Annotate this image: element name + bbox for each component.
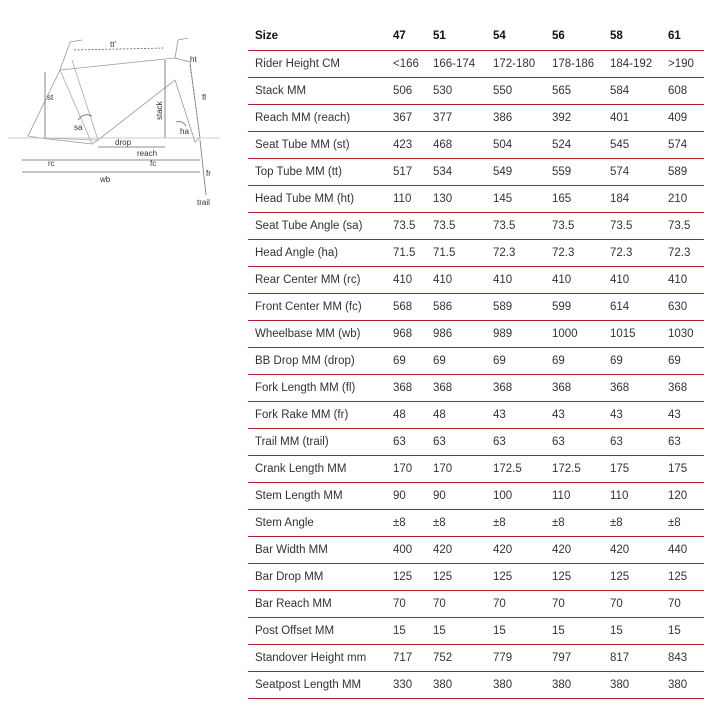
diagram-label-trail: trail: [197, 198, 210, 207]
table-row: [248, 537, 704, 564]
row-value: 368: [393, 375, 433, 402]
row-value: 48: [393, 402, 433, 429]
row-value: 110: [552, 483, 610, 510]
table-row: [248, 186, 704, 213]
row-value: 817: [610, 645, 668, 672]
row-value: 63: [668, 429, 704, 456]
row-label: Seat Tube MM (st): [248, 132, 393, 159]
row-label: Head Angle (ha): [248, 240, 393, 267]
table-row: [248, 672, 704, 699]
row-value: 392: [552, 105, 610, 132]
row-value: 125: [493, 564, 552, 591]
row-value: 1015: [610, 321, 668, 348]
table-row: [248, 348, 704, 375]
row-value: 73.5: [393, 213, 433, 240]
row-value: 63: [393, 429, 433, 456]
row-value: 1030: [668, 321, 704, 348]
table-row: [248, 213, 704, 240]
row-value: 43: [493, 402, 552, 429]
row-value: 145: [493, 186, 552, 213]
header-size-label: Size: [248, 22, 393, 51]
row-value: 48: [433, 402, 493, 429]
table-row: [248, 429, 704, 456]
row-value: 72.3: [493, 240, 552, 267]
row-value: 90: [393, 483, 433, 510]
table-row: [248, 456, 704, 483]
row-value: 401: [610, 105, 668, 132]
row-value: 550: [493, 78, 552, 105]
row-value: 63: [433, 429, 493, 456]
row-value: 843: [668, 645, 704, 672]
row-value: 423: [393, 132, 433, 159]
row-value: 165: [552, 186, 610, 213]
row-label: Bar Drop MM: [248, 564, 393, 591]
row-label: Bar Reach MM: [248, 591, 393, 618]
row-value: 368: [552, 375, 610, 402]
row-value: 120: [668, 483, 704, 510]
row-value: 15: [668, 618, 704, 645]
diagram-label-tt: tt': [110, 40, 116, 49]
row-label: Top Tube MM (tt): [248, 159, 393, 186]
row-value: 125: [552, 564, 610, 591]
table-row: [248, 564, 704, 591]
row-value: 70: [433, 591, 493, 618]
row-label: BB Drop MM (drop): [248, 348, 393, 375]
row-value: 420: [493, 537, 552, 564]
row-value: 717: [393, 645, 433, 672]
geometry-table: [248, 22, 704, 699]
header-size-2: 54: [493, 22, 552, 51]
row-value: 130: [433, 186, 493, 213]
table-row: [248, 78, 704, 105]
row-value: 70: [393, 591, 433, 618]
table-row: [248, 267, 704, 294]
frame-outline: [28, 58, 200, 144]
row-value: 69: [668, 348, 704, 375]
row-value: 43: [552, 402, 610, 429]
row-value: 368: [433, 375, 493, 402]
row-value: 15: [433, 618, 493, 645]
row-value: ±8: [552, 510, 610, 537]
row-value: 184: [610, 186, 668, 213]
row-value: 170: [433, 456, 493, 483]
row-value: 125: [393, 564, 433, 591]
row-value: 69: [493, 348, 552, 375]
row-label: Rider Height CM: [248, 51, 393, 78]
row-value: 586: [433, 294, 493, 321]
row-value: >190: [668, 51, 704, 78]
row-value: 43: [668, 402, 704, 429]
row-value: 989: [493, 321, 552, 348]
row-value: 330: [393, 672, 433, 699]
row-value: 410: [493, 267, 552, 294]
row-value: 380: [610, 672, 668, 699]
row-value: 584: [610, 78, 668, 105]
row-value: 15: [393, 618, 433, 645]
row-value: 524: [552, 132, 610, 159]
row-label: Standover Height mm: [248, 645, 393, 672]
row-value: 70: [552, 591, 610, 618]
table-row: [248, 321, 704, 348]
row-value: ±8: [668, 510, 704, 537]
row-value: 368: [668, 375, 704, 402]
row-value: 797: [552, 645, 610, 672]
row-value: 175: [668, 456, 704, 483]
table-row: [248, 294, 704, 321]
header-size-3: 56: [552, 22, 610, 51]
row-value: 70: [610, 591, 668, 618]
bike-geometry-diagram: [0, 20, 225, 215]
table-row: [248, 618, 704, 645]
row-value: 410: [552, 267, 610, 294]
row-value: 63: [493, 429, 552, 456]
row-value: 380: [668, 672, 704, 699]
row-value: 70: [668, 591, 704, 618]
row-value: 73.5: [668, 213, 704, 240]
row-value: 100: [493, 483, 552, 510]
row-value: 70: [493, 591, 552, 618]
row-value: 367: [393, 105, 433, 132]
row-value: 71.5: [393, 240, 433, 267]
row-value: 608: [668, 78, 704, 105]
row-value: 380: [493, 672, 552, 699]
row-value: 125: [610, 564, 668, 591]
row-value: 440: [668, 537, 704, 564]
row-value: 574: [668, 132, 704, 159]
diagram-label-reach: reach: [137, 149, 158, 158]
diagram-label-drop: drop: [115, 138, 132, 147]
diagram-label-stack: stack: [155, 101, 164, 120]
row-value: 166-174: [433, 51, 493, 78]
row-value: 386: [493, 105, 552, 132]
row-label: Stem Angle: [248, 510, 393, 537]
row-value: 565: [552, 78, 610, 105]
row-value: 380: [433, 672, 493, 699]
header-size-5: 61: [668, 22, 704, 51]
row-value: 589: [668, 159, 704, 186]
table-header-row: [248, 22, 704, 51]
row-value: 69: [610, 348, 668, 375]
table-row: [248, 51, 704, 78]
row-label: Seat Tube Angle (sa): [248, 213, 393, 240]
row-value: 549: [493, 159, 552, 186]
table-row: [248, 240, 704, 267]
row-value: 125: [668, 564, 704, 591]
row-value: ±8: [433, 510, 493, 537]
header-size-0: 47: [393, 22, 433, 51]
row-value: 73.5: [552, 213, 610, 240]
row-value: 530: [433, 78, 493, 105]
row-value: 574: [610, 159, 668, 186]
row-label: Wheelbase MM (wb): [248, 321, 393, 348]
row-value: 410: [610, 267, 668, 294]
table-row: [248, 402, 704, 429]
row-label: Front Center MM (fc): [248, 294, 393, 321]
row-value: 110: [610, 483, 668, 510]
diagram-label-sa: sa: [74, 123, 83, 132]
row-value: 73.5: [433, 213, 493, 240]
row-value: 506: [393, 78, 433, 105]
row-value: 517: [393, 159, 433, 186]
row-value: 184-192: [610, 51, 668, 78]
row-value: 72.3: [668, 240, 704, 267]
table-row: [248, 132, 704, 159]
diagram-label-wb: wb: [100, 175, 111, 184]
row-value: 172.5: [552, 456, 610, 483]
row-value: 380: [552, 672, 610, 699]
row-value: 15: [493, 618, 552, 645]
row-value: 410: [393, 267, 433, 294]
row-value: 468: [433, 132, 493, 159]
row-label: Fork Length MM (fl): [248, 375, 393, 402]
row-value: 420: [552, 537, 610, 564]
table-row: [248, 645, 704, 672]
row-value: 69: [552, 348, 610, 375]
row-value: 63: [610, 429, 668, 456]
diagram-label-st: st: [47, 93, 54, 102]
row-value: 410: [668, 267, 704, 294]
diagram-label-rc: rc: [48, 159, 55, 168]
row-value: ±8: [393, 510, 433, 537]
row-value: 614: [610, 294, 668, 321]
table-row: [248, 159, 704, 186]
row-label: Stem Length MM: [248, 483, 393, 510]
table-row: [248, 375, 704, 402]
row-value: 368: [610, 375, 668, 402]
row-value: 170: [393, 456, 433, 483]
row-value: 63: [552, 429, 610, 456]
row-value: 71.5: [433, 240, 493, 267]
row-label: Seatpost Length MM: [248, 672, 393, 699]
table-row: [248, 105, 704, 132]
row-value: <166: [393, 51, 433, 78]
row-value: 409: [668, 105, 704, 132]
row-value: 73.5: [493, 213, 552, 240]
row-value: 15: [610, 618, 668, 645]
row-value: 172-180: [493, 51, 552, 78]
row-label: Rear Center MM (rc): [248, 267, 393, 294]
diagram-label-ht: ht: [190, 55, 197, 64]
row-value: 125: [433, 564, 493, 591]
row-value: 110: [393, 186, 433, 213]
row-value: 72.3: [552, 240, 610, 267]
row-value: 559: [552, 159, 610, 186]
row-value: 15: [552, 618, 610, 645]
row-value: 43: [610, 402, 668, 429]
table-row: [248, 591, 704, 618]
row-value: 752: [433, 645, 493, 672]
row-label: Reach MM (reach): [248, 105, 393, 132]
row-value: 420: [433, 537, 493, 564]
diagram-label-fc: fc: [150, 159, 157, 168]
row-label: Crank Length MM: [248, 456, 393, 483]
row-label: Head Tube MM (ht): [248, 186, 393, 213]
row-value: 420: [610, 537, 668, 564]
diagram-label-fl: fl: [202, 93, 206, 102]
row-value: 69: [393, 348, 433, 375]
table-row: [248, 510, 704, 537]
row-label: Fork Rake MM (fr): [248, 402, 393, 429]
row-label: Trail MM (trail): [248, 429, 393, 456]
table-row: [248, 483, 704, 510]
row-label: Stack MM: [248, 78, 393, 105]
row-value: 568: [393, 294, 433, 321]
header-size-4: 58: [610, 22, 668, 51]
row-value: 599: [552, 294, 610, 321]
row-value: ±8: [493, 510, 552, 537]
row-value: ±8: [610, 510, 668, 537]
row-value: 986: [433, 321, 493, 348]
row-value: 410: [433, 267, 493, 294]
row-value: 72.3: [610, 240, 668, 267]
row-value: 589: [493, 294, 552, 321]
row-value: 69: [433, 348, 493, 375]
row-value: 178-186: [552, 51, 610, 78]
row-value: 630: [668, 294, 704, 321]
row-value: 377: [433, 105, 493, 132]
row-value: 779: [493, 645, 552, 672]
row-value: 172.5: [493, 456, 552, 483]
diagram-label-ha: ha: [180, 127, 189, 136]
row-value: 400: [393, 537, 433, 564]
row-label: Bar Width MM: [248, 537, 393, 564]
row-value: 73.5: [610, 213, 668, 240]
header-size-1: 51: [433, 22, 493, 51]
row-value: 368: [493, 375, 552, 402]
row-value: 175: [610, 456, 668, 483]
diagram-label-fr: fr: [206, 169, 211, 178]
row-value: 534: [433, 159, 493, 186]
row-value: 545: [610, 132, 668, 159]
row-value: 504: [493, 132, 552, 159]
row-value: 968: [393, 321, 433, 348]
row-value: 1000: [552, 321, 610, 348]
row-label: Post Offset MM: [248, 618, 393, 645]
row-value: 90: [433, 483, 493, 510]
row-value: 210: [668, 186, 704, 213]
